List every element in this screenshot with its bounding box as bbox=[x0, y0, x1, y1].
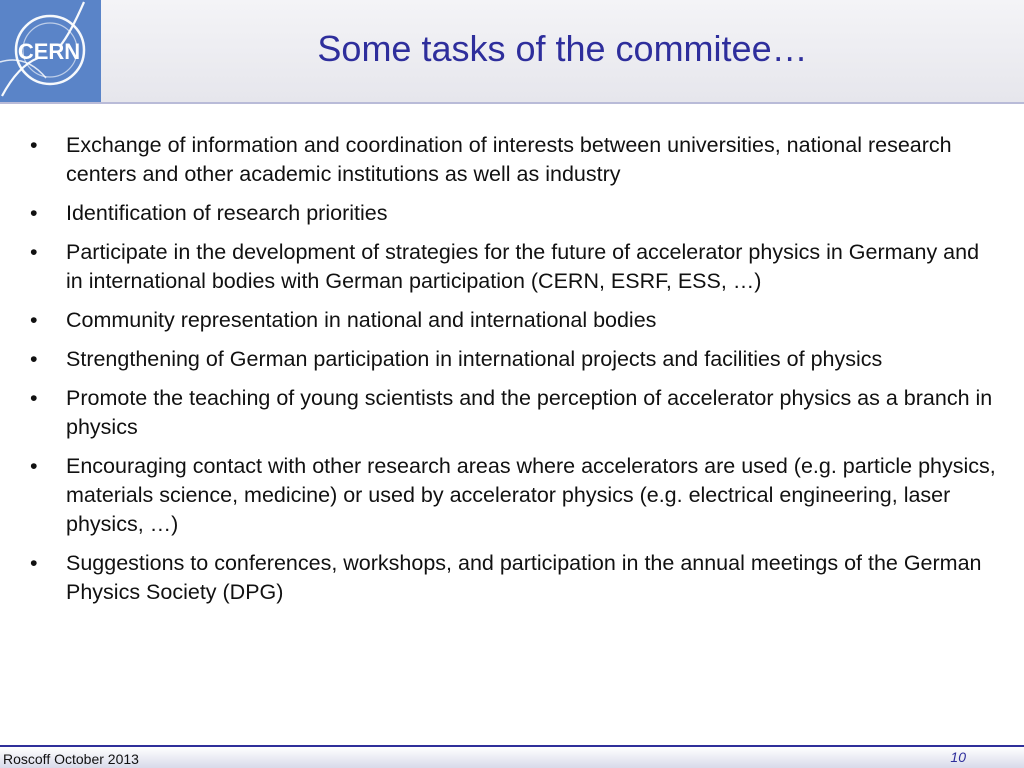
slide-title: Some tasks of the commitee… bbox=[317, 28, 808, 69]
task-item-german-participation bbox=[30, 345, 1000, 374]
task-text: Encouraging contact with other research areas where accelerators are used (e.g. particle physics, materials science, medicine) or used by accelerator physics (e.g. electrical engineering, laser physics, …) bbox=[66, 454, 996, 536]
task-text: Community representation in national and international bodies bbox=[66, 308, 657, 332]
bullet-icon: • bbox=[30, 551, 38, 575]
cern-logo-graphic bbox=[0, 0, 101, 102]
bullet-icon: • bbox=[30, 201, 38, 225]
task-item-research-priorities bbox=[30, 199, 1000, 228]
footer-event-label: Roscoff October 2013 bbox=[3, 751, 139, 767]
task-item-conferences bbox=[30, 549, 1000, 607]
task-text: Exchange of information and coordination of interests between universities, national research centers and other academic institutions as well as industry bbox=[66, 133, 952, 186]
header-divider bbox=[0, 102, 1024, 104]
task-text: Promote the teaching of young scientists and the perception of accelerator physics as a branch in physics bbox=[66, 386, 993, 439]
bullet-icon: • bbox=[30, 308, 38, 332]
task-item-information-exchange bbox=[30, 131, 1000, 189]
task-text: Identification of research priorities bbox=[66, 201, 388, 225]
bullet-icon: • bbox=[30, 240, 38, 264]
task-item-strategies bbox=[30, 238, 1000, 296]
slide-footer bbox=[0, 747, 1024, 768]
task-item-teaching bbox=[30, 384, 1000, 442]
cern-logo-text: CERN bbox=[17, 39, 81, 64]
slide-header bbox=[0, 0, 1024, 102]
task-text: Strengthening of German participation in international projects and facilities of physics bbox=[66, 347, 883, 371]
page-number: 10 bbox=[950, 749, 966, 765]
bullet-icon: • bbox=[30, 133, 38, 157]
task-item-community-representation bbox=[30, 306, 1000, 335]
task-list bbox=[30, 131, 1000, 617]
bullet-icon: • bbox=[30, 386, 38, 410]
cern-logo bbox=[0, 0, 101, 102]
task-item-research-contact bbox=[30, 452, 1000, 539]
bullet-icon: • bbox=[30, 347, 38, 371]
task-text: Participate in the development of strategies for the future of accelerator physics in Germany and in international bodies with German participation (CERN, ESRF, ESS, …) bbox=[66, 240, 980, 293]
task-text: Suggestions to conferences, workshops, and participation in the annual meetings of the German Physics Society (DPG) bbox=[66, 551, 982, 604]
bullet-icon: • bbox=[30, 454, 38, 478]
